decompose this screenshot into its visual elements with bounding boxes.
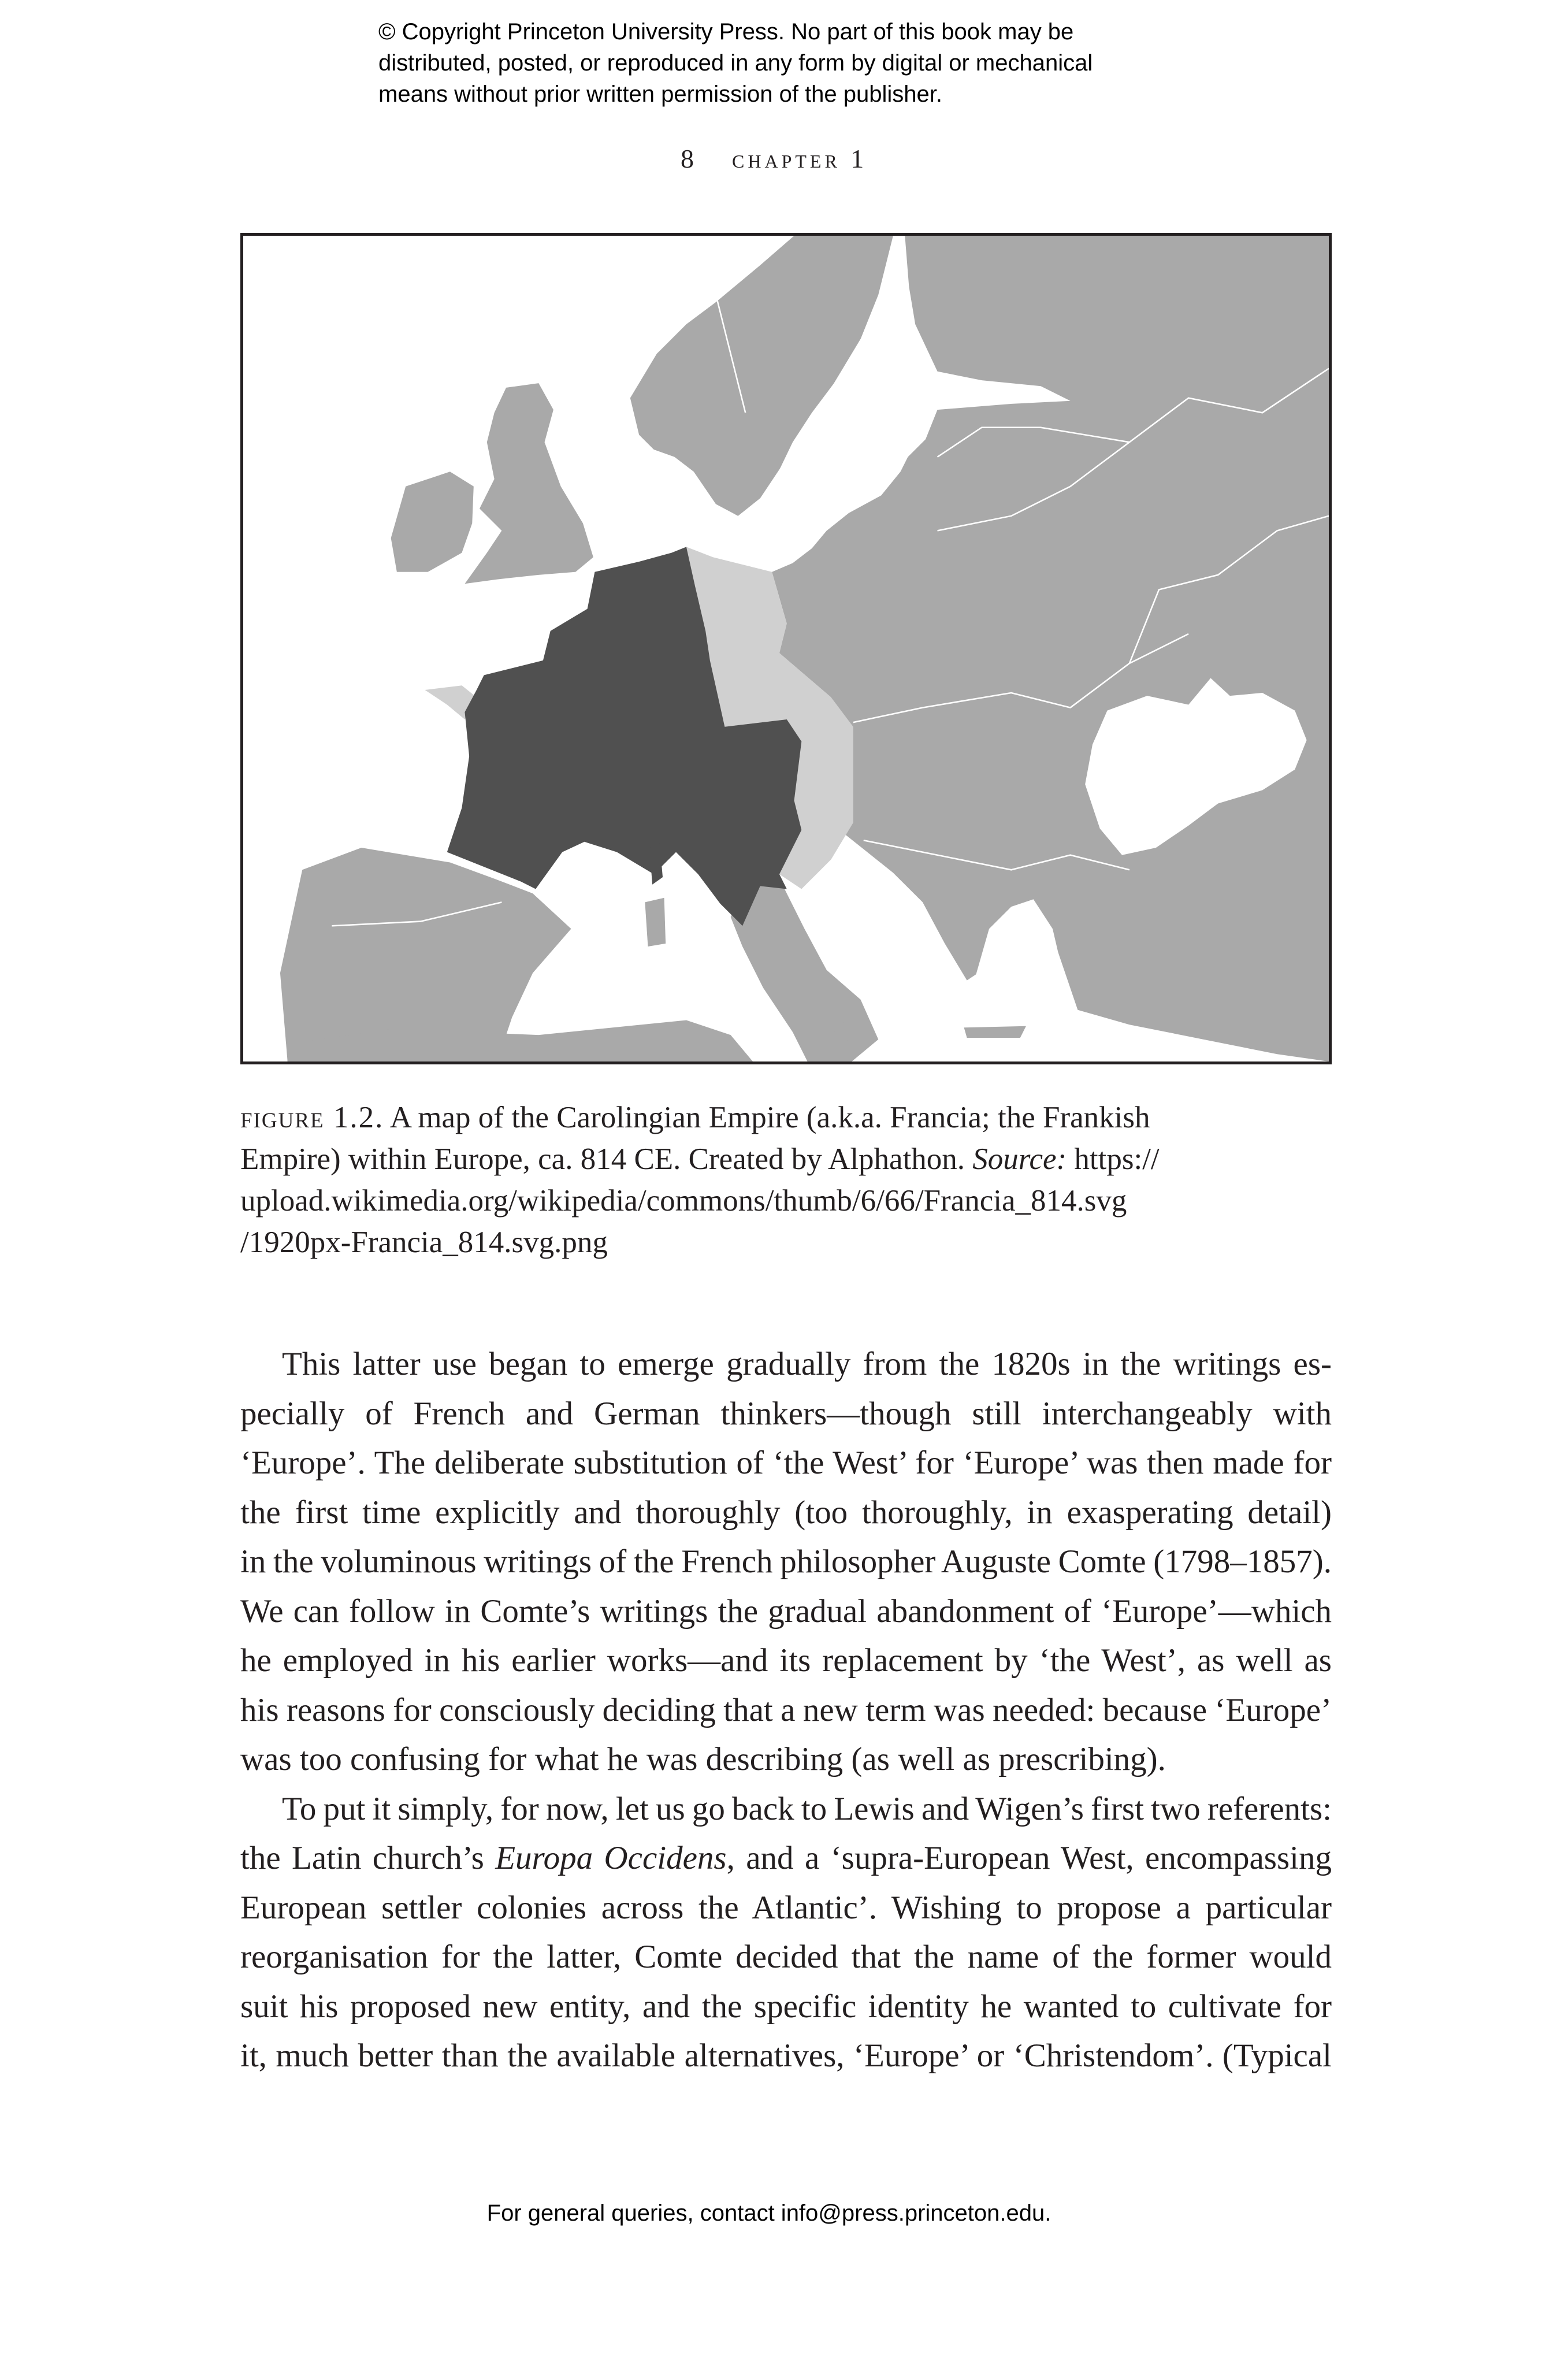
caption-line — [240, 1097, 1338, 1138]
europe-map — [243, 236, 1329, 1061]
text-line — [240, 1686, 1332, 1735]
page-number: 8 — [681, 144, 694, 173]
caption-text: Empire) within Europe, ca. 814 CE. Created by Alphathon. — [240, 1142, 973, 1176]
paragraph — [240, 1784, 1332, 2081]
text-segment: To put it simply, for now, let us go back to Lewis and Wigen’s first two referents: — [282, 1790, 1332, 1827]
text-line — [240, 1438, 1332, 1488]
text-segment: pecially of French and German thinkers—though still interchangeably with — [240, 1395, 1332, 1432]
text-line — [240, 1982, 1332, 2032]
land-sardinia — [645, 898, 666, 947]
text-segment: his reasons for consciously deciding that a new term was needed: because ‘Europe’ — [240, 1691, 1332, 1728]
text-segment: the first time explicitly and thoroughly (too thoroughly, in exasperating detail) — [240, 1494, 1332, 1531]
text-line — [240, 1587, 1332, 1636]
text-line — [240, 1488, 1332, 1538]
paragraph — [240, 1339, 1332, 1784]
text-line — [240, 1537, 1332, 1587]
text-segment: , and a ‘supra-European West, encompassing — [726, 1840, 1332, 1876]
text-line — [240, 1735, 1332, 1784]
text-segment: reorganisation for the latter, Comte decided that the name of the former would — [240, 1939, 1332, 1975]
copyright-line: © Copyright Princeton University Press. No part of this book may be — [378, 19, 1074, 44]
figure-label: figure 1.2. — [240, 1101, 384, 1134]
copyright-line: distributed, posted, or reproduced in any form by digital or mechanical — [378, 50, 1093, 76]
text-segment: in the voluminous writings of the French philosopher Auguste Comte (1798–1857). — [240, 1543, 1332, 1580]
caption-text: A map of the Carolingian Empire (a.k.a. Francia; the Frankish — [384, 1101, 1150, 1134]
caption-source-label: Source: — [972, 1142, 1067, 1176]
land-crete — [964, 1026, 1026, 1038]
text-segment: the Latin church’s — [240, 1840, 496, 1876]
caption-line[interactable]: upload.wikimedia.org/wikipedia/commons/thumb/6/66/Francia_814.svg — [240, 1184, 1127, 1218]
text-line — [240, 1833, 1332, 1883]
text-segment: We can follow in Comte’s writings the gradual abandonment of ‘Europe’—which — [240, 1593, 1332, 1630]
caption-line — [240, 1138, 1338, 1180]
caption-link[interactable]: https:// — [1067, 1142, 1160, 1176]
figure-caption — [240, 1097, 1338, 1263]
text-line — [240, 1389, 1332, 1439]
text-line — [240, 1932, 1332, 1982]
text-line — [240, 1636, 1332, 1686]
figure-map-carolingian-empire — [240, 233, 1332, 1064]
copyright-notice — [378, 16, 1093, 110]
text-segment: suit his proposed new entity, and the specific identity he wanted to cultivate for — [240, 1988, 1332, 2025]
text-segment: This latter use began to emerge gradually from the 1820s in the writings es- — [282, 1346, 1332, 1382]
copyright-line: means without prior written permission of the publisher. — [378, 81, 943, 107]
text-line — [240, 1339, 1332, 1389]
footer-contact: For general queries, contact info@press.princeton.edu. — [486, 2200, 1051, 2226]
text-line — [240, 1883, 1332, 1933]
text-segment: he employed in his earlier works—and its replacement by ‘the West’, as well as — [240, 1642, 1332, 1679]
text-segment: European settler colonies across the Atlantic’. Wishing to propose a particular — [240, 1889, 1332, 1926]
text-segment: ‘Europe’. The deliberate substitution of ‘the West’ for ‘Europe’ was then made for — [240, 1445, 1332, 1481]
chapter-title: chapter 1 — [732, 144, 868, 173]
italic-text: Europa Occidens — [495, 1840, 727, 1876]
text-segment: it, much better than the available alternatives, ‘Europe’ or ‘Christendom’. (Typical — [240, 2037, 1332, 2074]
text-line — [240, 2031, 1332, 2081]
body-text — [240, 1339, 1332, 2081]
text-line — [240, 1784, 1332, 1834]
text-segment: was too confusing for what he was describing (as well as prescribing). — [240, 1741, 1166, 1777]
caption-line[interactable]: /1920px-Francia_814.svg.png — [240, 1226, 608, 1259]
